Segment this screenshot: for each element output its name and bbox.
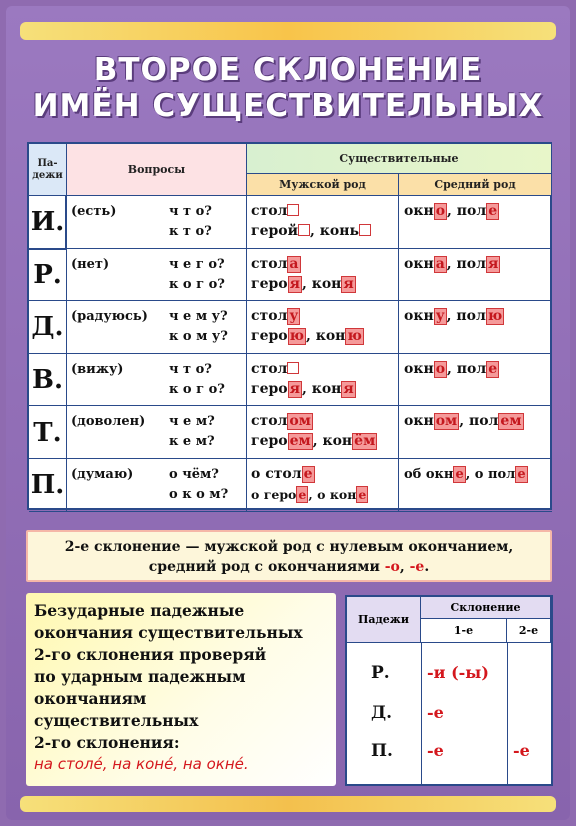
note-ending-o: -о <box>384 559 400 575</box>
word-stem: кон <box>329 487 357 502</box>
st-ending: -е <box>513 741 530 760</box>
question-2: к о г о? <box>169 381 225 397</box>
rule-line: окончания существительных <box>34 623 303 642</box>
word-stem: , <box>447 203 452 219</box>
word-stem: , <box>446 308 452 325</box>
ending-mark: ем <box>500 413 522 430</box>
word-stem: , <box>305 328 311 345</box>
header-questions: Вопросы <box>67 144 247 196</box>
zero-ending-box <box>287 362 299 374</box>
ending-mark: я <box>343 380 354 397</box>
ending-mark: я <box>289 275 300 292</box>
word-stem: окн <box>404 413 434 430</box>
word-stem: пол <box>456 203 487 219</box>
masc-word-line-2 <box>251 327 364 346</box>
aux-word: (радуюсь) <box>71 309 148 325</box>
word-stem: пол <box>468 413 499 430</box>
rule-example: на столé, на конé, на окнé. <box>34 755 249 773</box>
top-decor-bar <box>20 22 556 40</box>
question-2: к о м у? <box>169 329 228 345</box>
st-divider <box>421 643 422 784</box>
ending-mark: е <box>356 486 368 503</box>
aux-word: (доволен) <box>71 414 146 430</box>
st-case: П. <box>371 741 393 761</box>
ending-mark: о <box>435 203 446 219</box>
case-label: В. <box>29 354 67 407</box>
question-1: ч е г о? <box>169 256 225 272</box>
word-stem: конь <box>319 223 359 239</box>
word-stem: о <box>474 467 484 482</box>
st-header-1: 1-е <box>421 619 507 643</box>
header-nouns: Существительные <box>247 144 552 174</box>
word-stem: , <box>301 380 307 397</box>
rule-line: окончаниям <box>34 689 147 708</box>
masc-word-line-1 <box>251 307 300 326</box>
word-stem: стол <box>251 360 288 377</box>
ending-mark: е <box>517 467 526 482</box>
ending-mark: у <box>289 308 299 325</box>
title-line-1: ВТОРОЕ СКЛОНЕНИЕ <box>93 52 483 88</box>
masc-word-line-1 <box>251 255 301 274</box>
st-ending: -е <box>427 741 444 760</box>
ending-mark: а <box>435 255 445 272</box>
rule-line: 2-го склонения: <box>34 733 180 752</box>
ending-mark: ом <box>289 413 311 430</box>
word-stem: геро <box>251 275 288 292</box>
st-header-cases: Падежи <box>347 597 421 643</box>
ending-mark: ю <box>289 328 304 345</box>
question-1: ч е м у? <box>169 309 228 325</box>
word-stem: окн <box>404 360 434 377</box>
st-ending: -и (-ы) <box>427 663 489 682</box>
word-stem: пол <box>456 308 486 325</box>
word-stem: , <box>459 413 465 430</box>
masc-word-line-2 <box>251 432 377 451</box>
neut-word <box>404 465 528 484</box>
aux-word: (думаю) <box>71 467 134 482</box>
st-divider <box>507 643 508 784</box>
question-1: о чём? <box>169 467 219 482</box>
aux-word: (нет) <box>71 256 110 272</box>
word-stem: окн <box>404 255 434 272</box>
case-label: Д. <box>29 301 67 354</box>
note-ending-e: -е <box>409 559 425 575</box>
rule-line: Безударные падежные <box>34 601 245 620</box>
neut-word <box>404 202 499 221</box>
word-stem: стол <box>251 203 288 219</box>
rule-line: 2-го склонения проверяй <box>34 645 267 664</box>
word-stem: стол <box>251 308 288 325</box>
word-stem: окн <box>425 467 454 482</box>
ending-mark: ем <box>289 433 311 450</box>
question-2: о к о м? <box>169 487 229 502</box>
word-stem: стол <box>265 466 302 482</box>
word-stem: геро <box>251 328 288 345</box>
word-stem: пол <box>488 467 516 482</box>
ending-mark: ю <box>347 328 362 345</box>
masc-word-line-1 <box>251 360 299 379</box>
ending-mark: ом <box>435 413 458 430</box>
ending-mark: е <box>455 467 464 482</box>
ending-mark: о <box>435 360 446 377</box>
word-stem: об <box>404 467 422 482</box>
word-stem: о <box>251 487 260 502</box>
st-case: Р. <box>371 663 390 683</box>
word-stem: кон <box>315 328 346 345</box>
word-stem: , <box>312 433 318 450</box>
header-neuter: Средний род <box>399 174 552 196</box>
rule-box <box>26 593 336 786</box>
ending-mark: у <box>435 308 445 325</box>
zero-ending-box <box>287 204 299 216</box>
ending-mark: я <box>289 380 300 397</box>
ending-mark: я <box>488 255 499 272</box>
question-2: к т о? <box>169 224 212 239</box>
note-text: средний род с окончаниями <box>148 559 380 575</box>
neut-word <box>404 255 500 274</box>
title-line-2: ИМЁН СУЩЕСТВИТЕЛЬНЫХ <box>32 88 544 124</box>
header-cases: Па- дежи <box>29 144 67 196</box>
bottom-decor-bar <box>20 796 556 812</box>
question-2: к о г о? <box>169 276 225 292</box>
zero-ending-box <box>298 224 310 236</box>
word-stem: пол <box>456 360 487 377</box>
masc-word-line-2 <box>251 380 356 399</box>
note-line-2 <box>28 557 550 577</box>
rule-line: существительных <box>34 711 199 730</box>
ending-mark: я <box>343 275 354 292</box>
ending-mark: а <box>289 255 299 272</box>
ending-mark: е <box>488 360 498 377</box>
word-stem: окн <box>404 308 434 325</box>
word-stem: , <box>446 255 452 272</box>
word-stem: стол <box>251 255 288 272</box>
neut-word <box>404 307 504 326</box>
question-1: ч т о? <box>169 361 212 377</box>
st-header-decl: Склонение <box>421 597 551 619</box>
ending-mark: ю <box>487 308 503 325</box>
endings-table <box>345 595 553 786</box>
aux-word: (есть) <box>71 204 117 219</box>
ending-mark: е <box>303 466 313 482</box>
declension-table <box>27 142 552 510</box>
masc-word-line-1 <box>251 412 313 431</box>
masc-word-line-1 <box>251 202 299 221</box>
ending-mark: ём <box>354 433 376 450</box>
note-line-1: 2-е склонение — мужской род с нулевым окончанием, <box>64 539 514 555</box>
st-header-2: 2-е <box>507 619 551 643</box>
word-stem: геро <box>251 380 288 397</box>
masc-word-line-2 <box>251 275 356 294</box>
question-1: ч т о? <box>169 204 212 219</box>
word-stem: стол <box>251 413 288 430</box>
word-stem: , <box>301 275 307 292</box>
word-stem: о <box>251 466 261 482</box>
word-stem: кон <box>311 275 342 292</box>
ending-mark: е <box>488 203 498 219</box>
case-label: Т. <box>29 406 67 459</box>
word-stem: геро <box>263 487 297 502</box>
aux-word: (вижу) <box>71 361 124 377</box>
rule-note <box>26 530 552 582</box>
word-stem: окн <box>404 203 434 219</box>
word-stem: кон <box>322 433 353 450</box>
neut-word <box>404 412 524 431</box>
st-case: Д. <box>371 703 393 723</box>
question-1: ч е м? <box>169 414 215 430</box>
rule-line: по ударным падежным <box>34 667 246 686</box>
ending-mark: е <box>296 486 308 503</box>
masc-word-line-2 <box>251 222 371 241</box>
note-dot: . <box>424 559 430 575</box>
question-2: к е м? <box>169 434 215 450</box>
masc-word-line-1 <box>251 465 315 484</box>
zero-ending-box <box>359 224 371 236</box>
word-stem: герой <box>251 223 298 239</box>
case-label: Р. <box>29 249 67 302</box>
neut-word <box>404 360 499 379</box>
word-stem: геро <box>251 433 288 450</box>
note-comma: , <box>399 559 405 575</box>
word-stem: о <box>317 487 326 502</box>
masc-word-line-2 <box>251 485 368 504</box>
word-stem: , <box>465 467 471 482</box>
header-masculine: Мужской род <box>247 174 399 196</box>
case-label: И. <box>29 196 67 249</box>
word-stem: , <box>310 223 315 239</box>
case-label: П. <box>29 459 67 512</box>
word-stem: кон <box>311 380 342 397</box>
word-stem: пол <box>456 255 486 272</box>
st-ending: -е <box>427 703 444 722</box>
word-stem: , <box>447 360 452 377</box>
word-stem: , <box>308 487 313 502</box>
